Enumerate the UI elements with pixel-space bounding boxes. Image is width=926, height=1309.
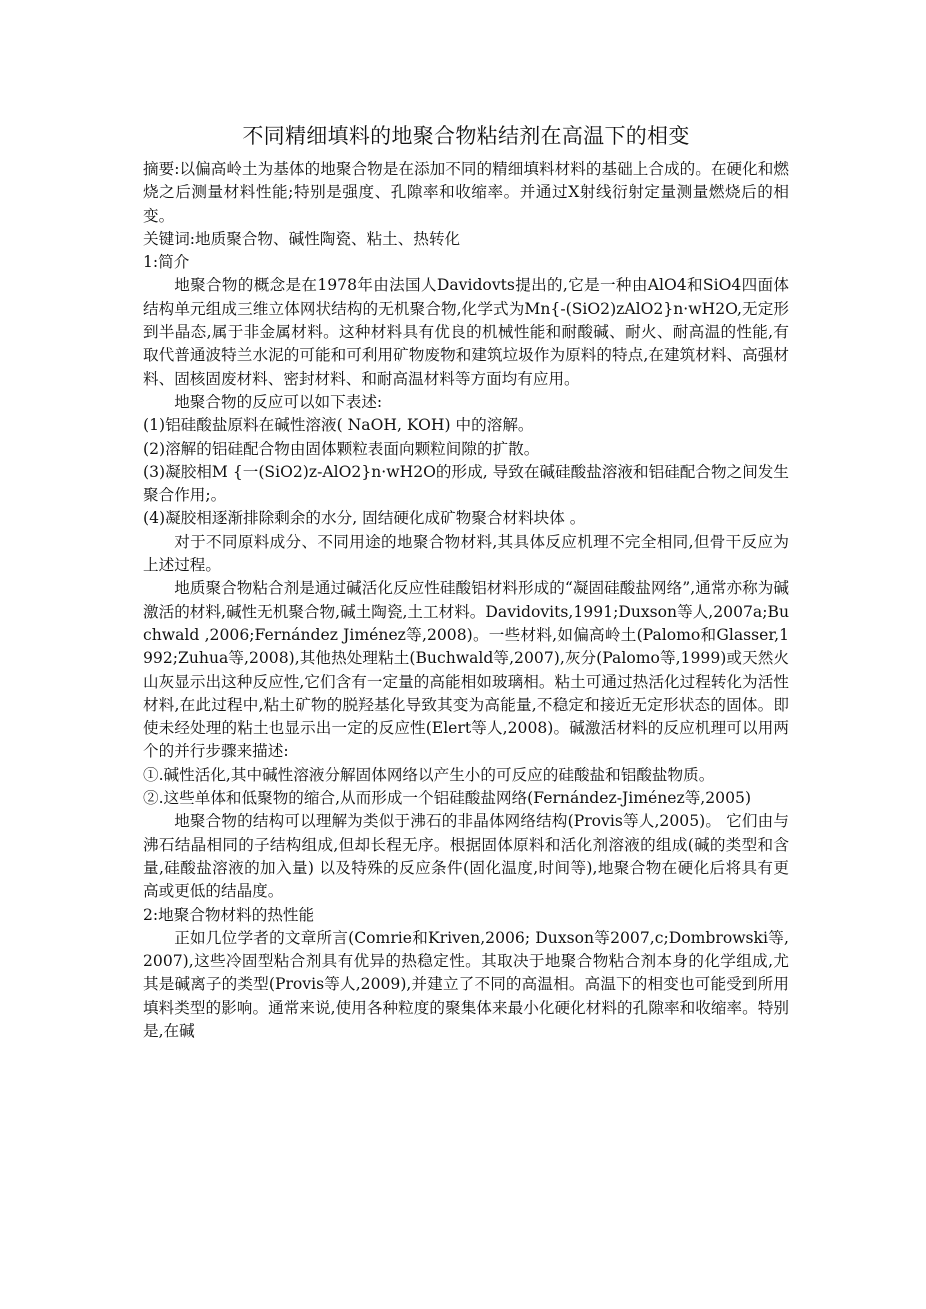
- paragraph-binder-definition: 地质聚合物粘合剂是通过碱活化反应性硅酸铝材料形成的“凝固硅酸盐网络”,通常亦称为碱激活的材料,碱性无机聚合物,碱土陶瓷,土工材料。Davidovits,1991;Duxson等人,2007a;Buchwald ,2006;Fernández Jiménez等,2008)。一些材料,如偏高岭土(Palomo和Glasser,1992;Zuhua等,2008),其他热处理粘土(Buchwald等,2007),灰分(Palomo等,1999)或天然火山灰显示出这种反应性,它们含有一定量的高能相如玻璃相。粘土可通过热活化过程转化为活性材料,在此过程中,粘土矿物的脱羟基化导致其变为高能量,不稳定和接近无定形状态的固体。即使未经处理的粘土也显示出一定的反应性(Elert等人,2008)。碱激活材料的反应机理可以用两个的并行步骤来描述:: [143, 579, 789, 761]
- paragraph-structure: 地聚合物的结构可以理解为类似于沸石的非晶体网络结构(Provis等人,2005)。 它们由与沸石结晶相同的子结构组成,但却长程无序。根据固体原料和活化剂溶液的组成(碱的类型和含量,硅酸盐溶液的加入量) 以及特殊的反应条件(固化温度,时间等),地聚合物在硬化后将具有更高或更低的结晶度。: [143, 812, 789, 901]
- keywords: 关键词:地质聚合物、碱性陶瓷、粘土、热转化: [143, 229, 461, 248]
- abstract: 摘要:以偏高岭土为基体的地聚合物是在添加不同的精细填料材料的基础上合成的。在硬化和燃烧之后测量材料性能;特别是强度、孔隙率和收缩率。并通过X射线衍射定量测量燃烧后的相变。: [143, 160, 789, 225]
- section-heading-thermal: 2:地聚合物材料的热性能: [143, 905, 315, 924]
- reaction-step-1: (1)铝硅酸盐原料在碱性溶液( NaOH, KOH) 中的溶解。: [143, 416, 534, 435]
- activation-step-2: ②.这些单体和低聚物的缩合,从而形成一个铝硅酸盐网络(Fernández-Jiménez等,2005): [143, 789, 752, 808]
- section-heading-introduction: 1:简介: [143, 253, 190, 272]
- reaction-step-2: (2)溶解的铝硅配合物由固体颗粒表面向颗粒间隙的扩散。: [143, 439, 540, 458]
- document-title: 不同精细填料的地聚合物粘结剂在高温下的相变: [242, 124, 690, 148]
- reaction-step-4: (4)凝胶相逐渐排除剩余的水分, 固结硬化成矿物聚合材料块体 。: [143, 509, 586, 528]
- paragraph-reaction-intro: 地聚合物的反应可以如下表述:: [174, 392, 383, 411]
- paragraph-thermal-properties: 正如几位学者的文章所言(Comrie和Kriven,2006; Duxson等2007,c;Dombrowski等,2007),这些冷固型粘合剂具有优异的热稳定性。其取决于地聚合物粘合剂本身的化学组成,尤其是碱离子的类型(Provis等人,2009),并建立了不同的高温相。高温下的相变也可能受到所用填料类型的影响。通常来说,使用各种粒度的聚集体来最小化硬化材料的孔隙率和收缩率。特别是,在碱: [143, 928, 789, 1040]
- paragraph-mechanism-note: 对于不同原料成分、不同用途的地聚合物材料,其具体反应机理不完全相同,但骨干反应为上述过程。: [143, 532, 789, 575]
- paragraph-geopolymer-concept: 地聚合物的概念是在1978年由法国人Davidovts提出的,它是一种由AlO4和SiO4四面体结构单元组成三维立体网状结构的无机聚合物,化学式为Mn{-(SiO2)zAlO2}n·wH2O,无定形到半晶态,属于非金属材料。这种材料具有优良的机械性能和耐酸碱、耐火、耐高温的性能,有取代普通波特兰水泥的可能和可利用矿物废物和建筑垃圾作为原料的特点,在建筑材料、高强材料、固核固废材料、密封材料、和耐高温材料等方面均有应用。: [143, 276, 789, 388]
- reaction-step-3: (3)凝胶相M {一(SiO2)z-AlO2}n·wH2O的形成, 导致在碱硅酸盐溶液和铝硅配合物之间发生聚合作用;。: [143, 462, 789, 505]
- activation-step-1: ①.碱性活化,其中碱性溶液分解固体网络以产生小的可反应的硅酸盐和铝酸盐物质。: [143, 765, 715, 784]
- document-body: [143, 120, 789, 1043]
